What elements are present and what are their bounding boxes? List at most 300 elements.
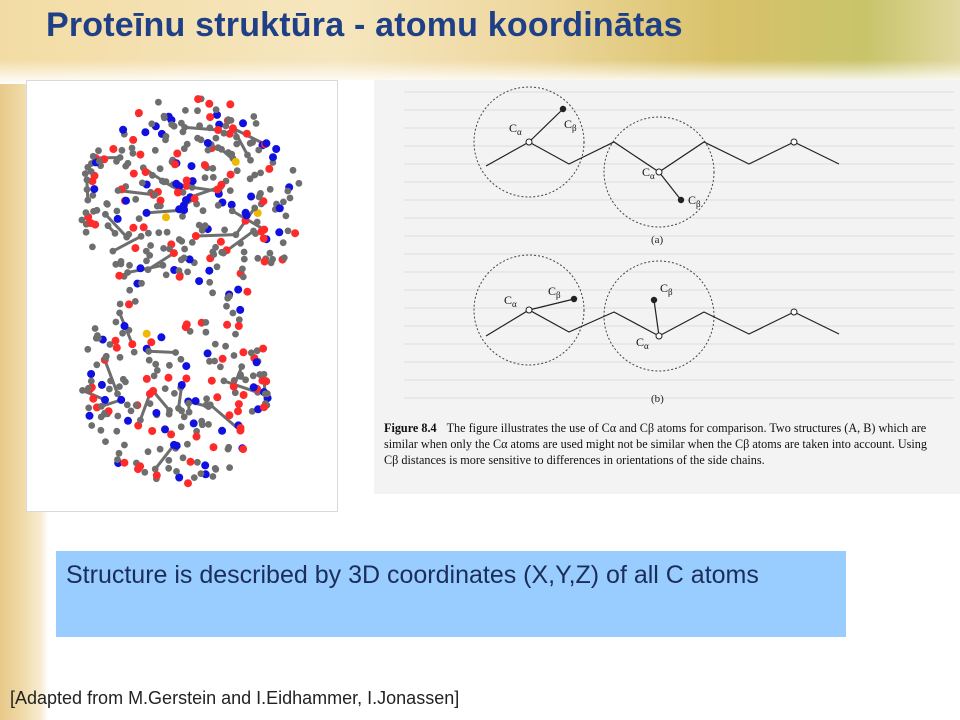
figure-caption-text: The figure illustrates the use of Cα and Cβ atoms for comparison. Two structures (A, B) which are similar when only the Cα atoms are used might not be similar when the Cβ atoms are taken into account. Using Cβ distances is more sensitive to differences in orientations of the side chains. <box>384 421 927 467</box>
carbon-atom <box>114 456 121 463</box>
carbon-atom <box>132 196 139 203</box>
carbon-atom <box>96 158 103 165</box>
carbon-atom <box>226 464 233 471</box>
nitrogen-atom <box>275 228 283 236</box>
carbon-atom <box>138 233 145 240</box>
oxygen-atom <box>140 223 148 231</box>
oxygen-atom <box>208 377 216 385</box>
nitrogen-atom <box>190 419 198 427</box>
oxygen-atom <box>182 375 190 383</box>
carbon-atom <box>114 208 121 215</box>
nitrogen-atom <box>204 139 212 147</box>
oxygen-atom <box>191 195 199 203</box>
carbon-atom <box>210 473 217 480</box>
nitrogen-atom <box>114 215 122 223</box>
carbon-atom <box>141 469 148 476</box>
carbon-atom <box>213 135 220 142</box>
carbon-atom <box>240 274 247 281</box>
carbon-atom <box>114 413 121 420</box>
carbon-atom <box>256 194 263 201</box>
carbon-atom <box>138 280 145 287</box>
carbon-atom <box>182 107 189 114</box>
carbon-atom <box>211 358 218 365</box>
carbon-atom <box>209 165 216 172</box>
carbon-atom <box>161 178 168 185</box>
carbon-atom <box>129 145 136 152</box>
panel-a-right-cb-atom <box>678 197 684 203</box>
oxygen-atom <box>262 377 270 385</box>
carbon-atom <box>98 427 105 434</box>
nitrogen-atom <box>119 126 127 134</box>
oxygen-atom <box>259 345 267 353</box>
oxygen-atom <box>225 411 233 419</box>
panel-a-right-ca-atom <box>656 169 662 175</box>
carbon-atom <box>163 272 170 279</box>
carbon-atom <box>285 228 292 235</box>
carbon-atom <box>178 423 185 430</box>
carbon-atom <box>185 400 192 407</box>
nitrogen-atom <box>228 201 236 209</box>
carbon-atom <box>184 269 191 276</box>
carbon-atom <box>202 174 209 181</box>
nitrogen-atom <box>98 381 106 389</box>
carbon-atom <box>222 343 229 350</box>
carbon-atom <box>88 422 95 429</box>
oxygen-atom <box>210 443 218 451</box>
panel-b-right-cb-bond <box>654 300 659 336</box>
nitrogen-atom <box>195 277 203 285</box>
oxygen-atom <box>223 321 231 329</box>
carbon-atom <box>128 408 135 415</box>
oxygen-atom <box>193 433 201 441</box>
carbon-atom <box>181 413 188 420</box>
carbon-atom <box>241 256 248 263</box>
oxygen-atom <box>201 161 209 169</box>
carbon-atom <box>222 123 229 130</box>
nitrogen-atom <box>247 193 255 201</box>
carbon-atom <box>221 378 228 385</box>
carbon-atom <box>165 457 172 464</box>
carbon-atom <box>133 402 140 409</box>
oxygen-atom <box>206 113 214 121</box>
carbon-atom <box>250 228 257 235</box>
info-callout-box <box>56 551 846 637</box>
carbon-atom <box>280 199 287 206</box>
oxygen-atom <box>131 244 139 252</box>
carbon-atom <box>155 99 162 106</box>
carbon-atom <box>121 442 128 449</box>
carbon-atom <box>269 256 276 263</box>
carbon-atom <box>124 402 131 409</box>
carbon-atom <box>238 363 245 370</box>
carbon-atom <box>102 355 109 362</box>
nitrogen-atom <box>124 417 132 425</box>
nitrogen-atom <box>141 128 149 136</box>
nitrogen-atom <box>161 425 169 433</box>
carbon-atom <box>255 147 262 154</box>
carbon-atom <box>267 250 274 257</box>
oxygen-atom <box>135 109 143 117</box>
carbon-atom <box>119 147 126 154</box>
nitrogen-atom <box>122 197 130 205</box>
panel-b-ca-left-label: $C_\alpha$ <box>504 293 517 309</box>
carbon-atom <box>203 395 210 402</box>
nitrogen-atom <box>143 209 151 217</box>
oxygen-atom <box>217 181 225 189</box>
nitrogen-atom <box>172 180 180 188</box>
carbon-atom <box>116 310 123 317</box>
carbon-atom <box>215 144 222 151</box>
carbon-atom <box>205 147 212 154</box>
carbon-atom <box>148 120 155 127</box>
carbon-atom <box>212 465 219 472</box>
figure-caption-label: Figure 8.4 <box>384 421 437 435</box>
carbon-atom <box>118 261 125 268</box>
carbon-atom <box>84 186 91 193</box>
nitrogen-atom <box>250 383 258 391</box>
nitrogen-atom <box>121 322 129 330</box>
carbon-atom <box>206 279 213 286</box>
carbon-atom <box>229 208 236 215</box>
carbon-atom <box>94 207 101 214</box>
carbon-atom <box>181 145 188 152</box>
oxygen-atom <box>240 391 248 399</box>
carbon-atom <box>233 141 240 148</box>
nitrogen-atom <box>242 209 250 217</box>
carbon-atom <box>221 227 228 234</box>
carbon-atom <box>233 134 240 141</box>
carbon-atom <box>205 421 212 428</box>
oxygen-atom <box>183 177 191 185</box>
carbon-atom <box>152 147 159 154</box>
carbon-atom <box>89 192 96 199</box>
carbon-atom <box>84 176 91 183</box>
carbon-atom <box>139 180 146 187</box>
carbon-atom <box>191 474 198 481</box>
carbon-atom <box>226 293 233 300</box>
oxygen-atom <box>213 393 221 401</box>
oxygen-atom <box>183 320 191 328</box>
figure-8-4-image <box>374 80 960 494</box>
nitrogen-atom <box>188 162 196 170</box>
panel-b-sublabel: (b) <box>651 393 664 405</box>
carbon-atom <box>119 330 126 337</box>
carbon-atom <box>209 289 216 296</box>
carbon-atom <box>171 390 178 397</box>
carbon-atom <box>220 250 227 257</box>
carbon-atom <box>88 378 95 385</box>
oxygen-atom <box>239 348 247 356</box>
carbon-atom <box>178 407 185 414</box>
protein-atoms-illustration <box>27 81 339 513</box>
slide-title: Proteīnu struktūra - atomu koordinātas <box>46 6 683 44</box>
carbon-atom <box>231 352 238 359</box>
carbon-atom <box>84 346 91 353</box>
panel-a-left-ca-atom <box>526 139 532 145</box>
carbon-atom <box>176 236 183 243</box>
carbon-atom <box>227 187 234 194</box>
carbon-atom <box>117 354 124 361</box>
sulfur-atom <box>162 213 170 221</box>
carbon-atom <box>79 387 86 394</box>
carbon-atom <box>237 371 244 378</box>
carbon-atom <box>221 130 228 137</box>
carbon-atom <box>131 349 138 356</box>
oxygen-atom <box>243 130 251 138</box>
carbon-atom <box>249 139 256 146</box>
carbon-atom <box>214 263 221 270</box>
carbon-atom <box>92 325 99 332</box>
oxygen-atom <box>109 145 117 153</box>
oxygen-atom <box>149 387 157 395</box>
carbon-atom <box>161 113 168 120</box>
oxygen-atom <box>226 100 234 108</box>
panel-a-sublabel: (a) <box>651 234 664 246</box>
carbon-atom <box>225 446 232 453</box>
carbon-atom <box>207 124 214 131</box>
carbon-atom <box>198 418 205 425</box>
nitrogen-atom <box>205 267 213 275</box>
carbon-atom <box>126 287 133 294</box>
carbon-atom <box>102 438 109 445</box>
nitrogen-atom <box>117 396 125 404</box>
carbon-atom <box>95 335 102 342</box>
nitrogen-atom <box>272 145 280 153</box>
nitrogen-atom <box>262 139 270 147</box>
carbon-atom <box>120 376 127 383</box>
carbon-atom <box>155 229 162 236</box>
carbon-atom <box>113 319 120 326</box>
carbon-atom <box>93 361 100 368</box>
carbon-atom <box>248 349 255 356</box>
carbon-atom <box>84 197 91 204</box>
nitrogen-atom <box>180 202 188 210</box>
carbon-atom <box>124 269 131 276</box>
nitrogen-atom <box>157 333 165 341</box>
carbon-atom <box>154 367 161 374</box>
carbon-atom <box>83 209 90 216</box>
carbon-atom <box>98 403 105 410</box>
oxygen-atom <box>173 150 181 158</box>
carbon-atom <box>237 240 244 247</box>
oxygen-atom <box>260 235 268 243</box>
panel-a-left-cb-bond <box>529 109 563 142</box>
carbon-atom <box>166 362 173 369</box>
carbon-atom <box>83 229 90 236</box>
oxygen-atom <box>130 170 138 178</box>
carbon-atom <box>203 402 210 409</box>
carbon-atom <box>213 106 220 113</box>
oxygen-atom <box>257 228 265 236</box>
nitrogen-atom <box>204 349 212 357</box>
carbon-atom <box>296 180 303 187</box>
nitrogen-atom <box>269 153 277 161</box>
carbon-atom <box>147 242 154 249</box>
carbon-atom <box>168 121 175 128</box>
carbon-atom <box>145 348 152 355</box>
sulfur-atom <box>232 158 240 166</box>
carbon-atom <box>212 244 219 251</box>
carbon-atom <box>145 266 152 273</box>
nitrogen-atom <box>101 396 109 404</box>
nitrogen-atom <box>234 286 242 294</box>
carbon-atom <box>262 390 269 397</box>
oxygen-atom <box>113 344 121 352</box>
carbon-atom <box>257 170 264 177</box>
oxygen-atom <box>129 224 137 232</box>
nitrogen-atom <box>178 381 186 389</box>
nitrogen-atom <box>173 442 181 450</box>
oxygen-atom <box>237 424 245 432</box>
nitrogen-atom <box>236 306 244 314</box>
oxygen-atom <box>217 238 225 246</box>
carbon-atom <box>88 168 95 175</box>
oxygen-atom <box>125 300 133 308</box>
oxygen-atom <box>165 374 173 382</box>
panel-b-right-ca-atom <box>656 333 662 339</box>
panel-b-backbone <box>486 310 839 336</box>
carbon-atom <box>137 417 144 424</box>
carbon-atom <box>232 331 239 338</box>
oxygen-atom <box>239 445 247 453</box>
calpha-cbeta-diagram <box>374 80 960 410</box>
carbon-atom <box>157 165 164 172</box>
carbon-atom <box>186 409 193 416</box>
carbon-atom <box>215 202 222 209</box>
carbon-atom <box>105 222 112 229</box>
nitrogen-atom <box>218 427 226 435</box>
oxygen-atom <box>128 340 136 348</box>
carbon-atom <box>126 262 133 269</box>
carbon-atom <box>116 450 123 457</box>
carbon-atom <box>79 217 86 224</box>
carbon-atom <box>253 120 260 127</box>
carbon-atom <box>233 231 240 238</box>
carbon-atom <box>107 378 114 385</box>
carbon-atom <box>194 107 201 114</box>
carbon-atom <box>196 122 203 129</box>
nitrogen-atom <box>87 370 95 378</box>
panel-b-right-cb-atom <box>651 297 657 303</box>
oxygen-atom <box>136 462 144 470</box>
panel-a-end-atom <box>791 139 797 145</box>
carbon-atom <box>157 446 164 453</box>
carbon-atom <box>90 153 97 160</box>
carbon-atom <box>230 310 237 317</box>
carbon-atom <box>223 303 230 310</box>
carbon-atom <box>254 219 261 226</box>
oxygen-atom <box>230 383 238 391</box>
carbon-atom <box>261 371 268 378</box>
carbon-atom <box>115 187 122 194</box>
carbon-atom <box>254 255 261 262</box>
panel-b-left-ca-atom <box>526 307 532 313</box>
background-printout-lines <box>404 92 954 398</box>
oxygen-atom <box>170 249 178 257</box>
carbon-atom <box>242 376 249 383</box>
carbon-atom <box>180 454 187 461</box>
panel-a-cb-left-label: $C_\beta$ <box>564 117 577 133</box>
carbon-atom <box>202 319 209 326</box>
carbon-atom <box>162 385 169 392</box>
carbon-atom <box>102 211 109 218</box>
carbon-atom <box>95 147 102 154</box>
carbon-atom <box>199 227 206 234</box>
panel-b-left-cb-atom <box>571 296 577 302</box>
carbon-atom <box>145 448 152 455</box>
carbon-atom <box>146 357 153 364</box>
carbon-atom <box>117 301 124 308</box>
panel-a-right-cb-bond <box>659 172 681 200</box>
carbon-atom <box>228 117 235 124</box>
carbon-atom <box>225 149 232 156</box>
carbon-atom <box>89 244 96 251</box>
carbon-atom <box>160 245 167 252</box>
oxygen-atom <box>187 458 195 466</box>
carbon-atom <box>125 231 132 238</box>
panel-b-end-atom <box>791 309 797 315</box>
oxygen-atom <box>115 272 123 280</box>
carbon-atom <box>284 188 291 195</box>
oxygen-atom <box>291 229 299 237</box>
carbon-atom <box>122 163 129 170</box>
carbon-atom <box>181 246 188 253</box>
oxygen-atom <box>184 479 192 487</box>
carbon-atom <box>217 364 224 371</box>
carbon-atom <box>85 405 92 412</box>
oxygen-atom <box>261 258 269 266</box>
carbon-atom <box>117 154 124 161</box>
carbon-atom <box>116 383 123 390</box>
carbon-atom <box>203 329 210 336</box>
carbon-atom <box>241 249 248 256</box>
panel-a-left-cb-atom <box>560 106 566 112</box>
carbon-atom <box>132 298 139 305</box>
panel-b-diagram <box>474 255 839 405</box>
oxygen-atom <box>194 95 202 103</box>
carbon-atom <box>85 385 92 392</box>
carbon-atom <box>152 361 159 368</box>
oxygen-atom <box>148 427 156 435</box>
source-attribution: [Adapted from M.Gerstein and I.Eidhammer, I.Jonassen] <box>10 688 460 708</box>
carbon-atom <box>143 248 150 255</box>
carbon-atom <box>189 239 196 246</box>
nitrogen-atom <box>276 204 284 212</box>
panel-a-diagram <box>474 87 839 246</box>
protein-atoms <box>79 95 303 487</box>
oxygen-atom <box>235 322 243 330</box>
carbon-atom <box>210 174 217 181</box>
carbon-atom <box>250 372 257 379</box>
panel-b-cb-right-label: $C_\beta$ <box>660 281 673 297</box>
oxygen-atom <box>153 471 161 479</box>
carbon-atom <box>251 205 258 212</box>
nitrogen-atom <box>201 461 209 469</box>
carbon-atom <box>149 172 156 179</box>
carbon-atom <box>147 400 154 407</box>
figure-caption <box>384 420 944 468</box>
carbon-atom <box>178 120 185 127</box>
carbon-atom <box>172 349 179 356</box>
carbon-atom <box>178 356 185 363</box>
carbon-atom <box>198 470 205 477</box>
panel-a-ca-right-label: $C_\alpha$ <box>642 165 655 181</box>
carbon-atom <box>101 411 108 418</box>
oxygen-atom <box>176 273 184 281</box>
info-callout-text: Structure is described by 3D coordinates (X,Y,Z) of all C atoms <box>66 561 759 589</box>
carbon-atom <box>164 229 171 236</box>
oxygen-atom <box>234 407 242 415</box>
